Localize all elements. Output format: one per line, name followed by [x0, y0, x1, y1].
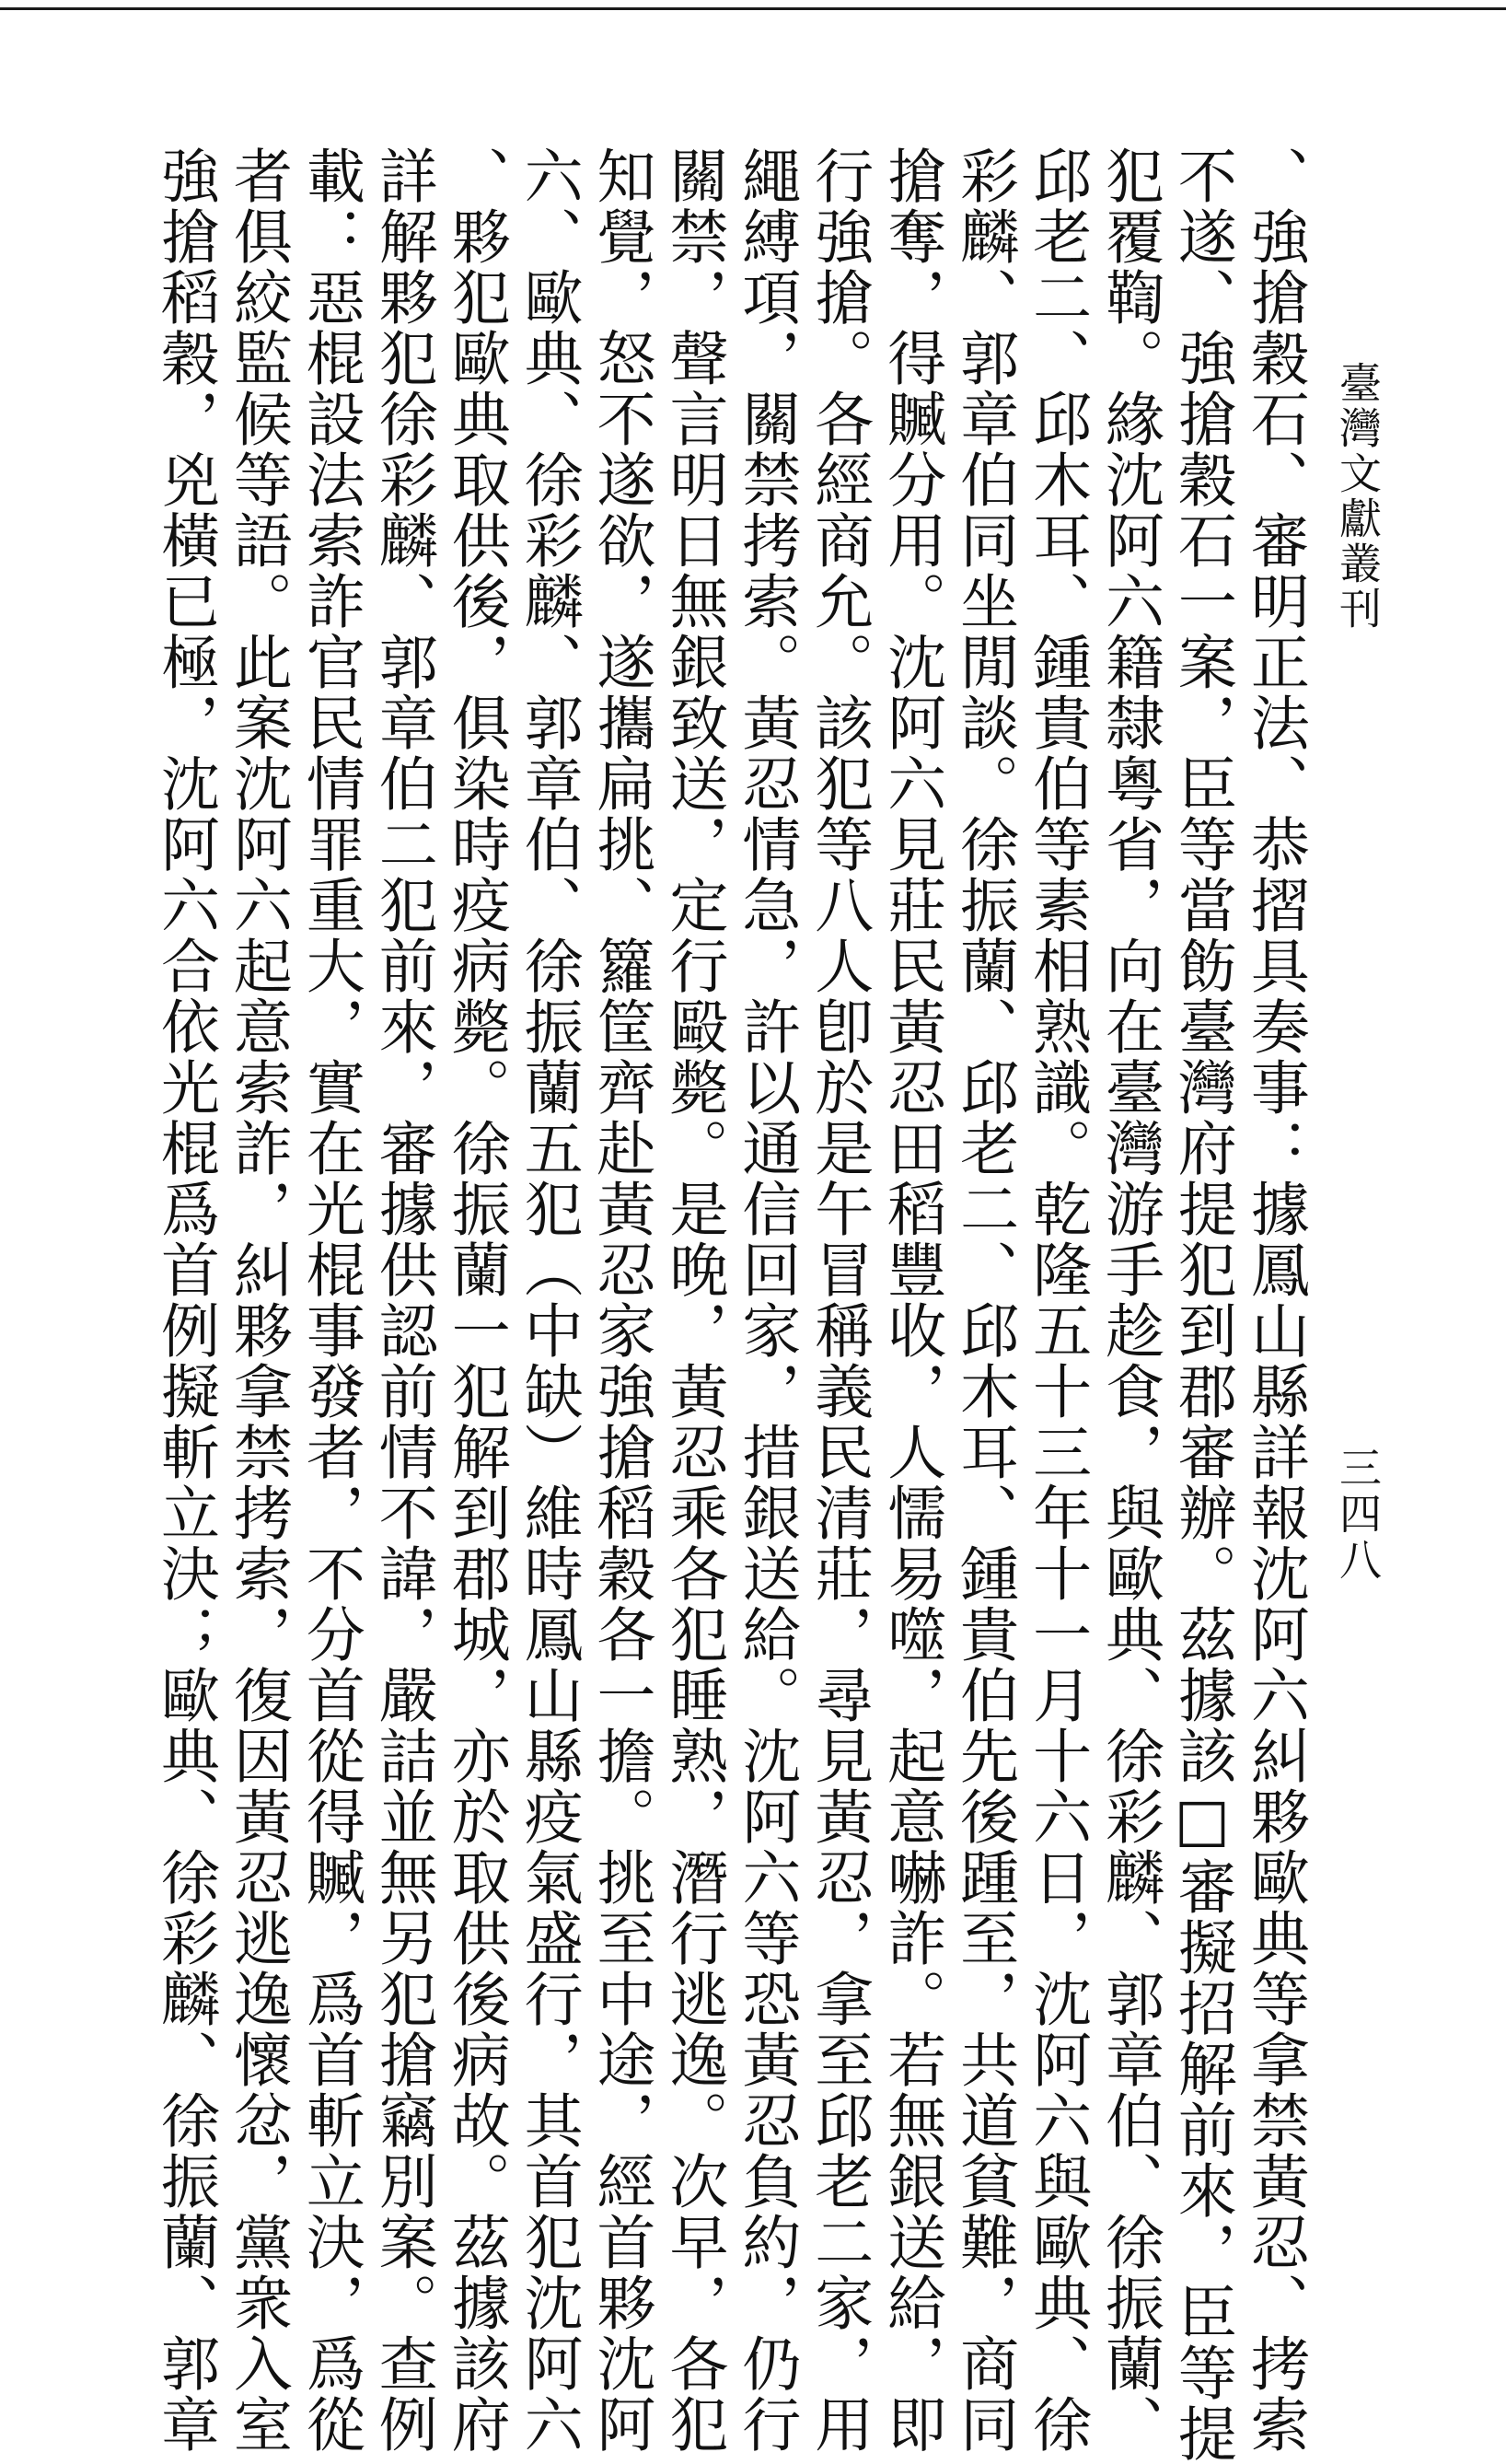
body-text: [151, 145, 1309, 2464]
text-column: 、夥犯歐典取供後，俱染時疫病斃。徐振蘭一犯解到郡城，亦於取供後病故。茲據該府: [441, 145, 510, 2455]
text-column: 不遂、強搶穀石一案，臣等當飭臺灣府提犯到郡審辦。茲據該□審擬招解前來，臣等提: [1167, 145, 1236, 2464]
text-column: 關禁，聲言明日無銀致送，定行毆斃。是晚，黃忍乘各犯睡熟，潛行逃逸。次早，各犯: [659, 145, 728, 2455]
top-border-rule: [0, 7, 1506, 10]
running-title: 臺灣文獻叢刊: [1333, 361, 1383, 632]
text-column: 載：惡棍設法索詐官民情罪重大，實在光棍事發者，不分首從得贓，爲首斬立決，爲從: [295, 145, 365, 2455]
text-column: 行強搶。各經商允。該犯等八人卽於是午冒稱義民清莊，尋見黃忍，拿至邱老二家，用: [805, 145, 874, 2455]
text-column: 六、歐典、徐彩麟、郭章伯、徐振蘭五犯（中缺）維時鳳山縣疫氣盛行，其首犯沈阿六: [514, 145, 583, 2455]
text-column: 邱老二、邱木耳、鍾貴伯等素相熟識。乾隆五十三年十一月十六日，沈阿六與歐典、徐: [1023, 145, 1092, 2455]
text-column: 搶奪，得贓分用。沈阿六見莊民黃忍田稻豐收，人懦易噬，起意嚇詐。若無銀送給，即: [877, 145, 946, 2455]
text-column: 強搶稻穀，兇橫已極，沈阿六合依光棍爲首例擬斬立決；歐典、徐彩麟、徐振蘭、郭章: [151, 145, 219, 2455]
text-column: 犯覆鞫。緣沈阿六籍隸粵省，向在臺灣游手趁食，與歐典、徐彩麟、郭章伯、徐振蘭、: [1095, 145, 1164, 2455]
text-column: 繩縛項，關禁拷索。黃忍情急，許以通信回家，措銀送給。沈阿六等恐黃忍負約，仍行: [732, 145, 801, 2455]
text-column: 者俱絞監候等語。此案沈阿六起意索詐，糾夥拿禁拷索，復因黃忍逃逸懷忿，黨衆入室: [223, 145, 292, 2455]
text-column: 知覺，怒不遂欲，遂攜扁挑、籮筐齊赴黃忍家強搶稻穀各一擔。挑至中途，經首夥沈阿: [586, 145, 655, 2455]
text-column: 詳解夥犯徐彩麟、郭章伯二犯前來，審據供認前情不諱，嚴詰並無另犯搶竊別案。查例: [368, 145, 437, 2455]
text-column: 彩麟、郭章伯同坐閒談。徐振蘭、邱老二、邱木耳、鍾貴伯先後踵至，共道貧難，商同: [950, 145, 1019, 2455]
page-number: 三四八: [1333, 1446, 1383, 1584]
text-column: 、強搶穀石、審明正法、恭摺具奏事：據鳳山縣詳報沈阿六糾夥歐典等拿禁黃忍、拷索: [1240, 145, 1309, 2455]
